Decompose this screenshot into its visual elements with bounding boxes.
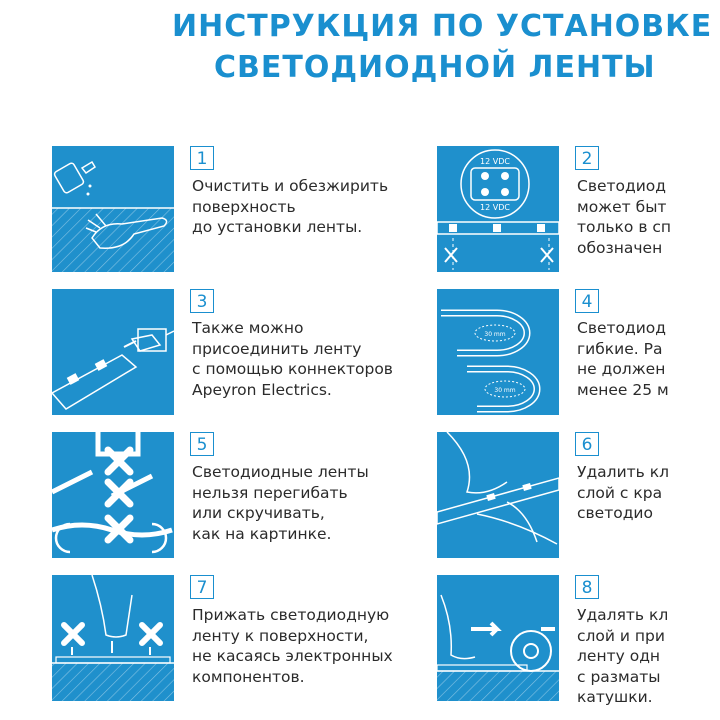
step-4-illustration xyxy=(437,289,559,415)
svg-text:12 VDC: 12 VDC xyxy=(480,157,510,166)
step-4-number: 4 xyxy=(575,289,599,313)
title-line-2: СВЕТОДИОДНОЙ ЛЕНТЫ xyxy=(214,50,656,85)
step-7-number: 7 xyxy=(190,575,214,599)
title-line-1: ИНСТРУКЦИЯ ПО УСТАНОВКЕ xyxy=(172,9,713,44)
step-4-text: Светодиод гибкие. Ра не должен менее 25 м xyxy=(577,319,669,399)
page-title xyxy=(0,6,720,88)
step-7-illustration xyxy=(52,575,174,701)
step-6-illustration xyxy=(437,432,559,558)
step-8-number: 8 xyxy=(575,575,599,599)
step-1-illustration xyxy=(52,146,174,272)
svg-text:30 mm: 30 mm xyxy=(494,387,516,394)
step-1-text: Очистить и обезжирить поверхность до установки ленты. xyxy=(192,177,389,236)
step-3-text: Также можно присоединить ленту с помощью коннекторов Apeyron Electrics. xyxy=(192,319,393,399)
step-6-number: 6 xyxy=(575,432,599,456)
step-1-number: 1 xyxy=(190,146,214,170)
step-8-text: Удалять кл слой и при ленту одн с разматы катушки. xyxy=(577,606,669,706)
step-3-number: 3 xyxy=(190,289,214,313)
step-3-illustration xyxy=(52,289,174,415)
step-2-number: 2 xyxy=(575,146,599,170)
svg-text:30 mm: 30 mm xyxy=(484,331,506,338)
step-5-illustration xyxy=(52,432,174,558)
step-8-illustration xyxy=(437,575,559,701)
step-6-text: Удалить кл слой с кра светодио xyxy=(577,463,670,522)
step-7-text: Прижать светодиодную ленту к поверхности, не касаясь электронных компонентов. xyxy=(192,606,393,686)
step-2-illustration xyxy=(437,146,559,272)
svg-text:12 VDC: 12 VDC xyxy=(480,203,510,212)
step-5-text: Светодиодные ленты нельзя перегибать или скручивать, как на картинке. xyxy=(192,463,369,543)
step-5-number: 5 xyxy=(190,432,214,456)
step-2-text: Светодиод может быт только в сп обозначен xyxy=(577,177,672,257)
